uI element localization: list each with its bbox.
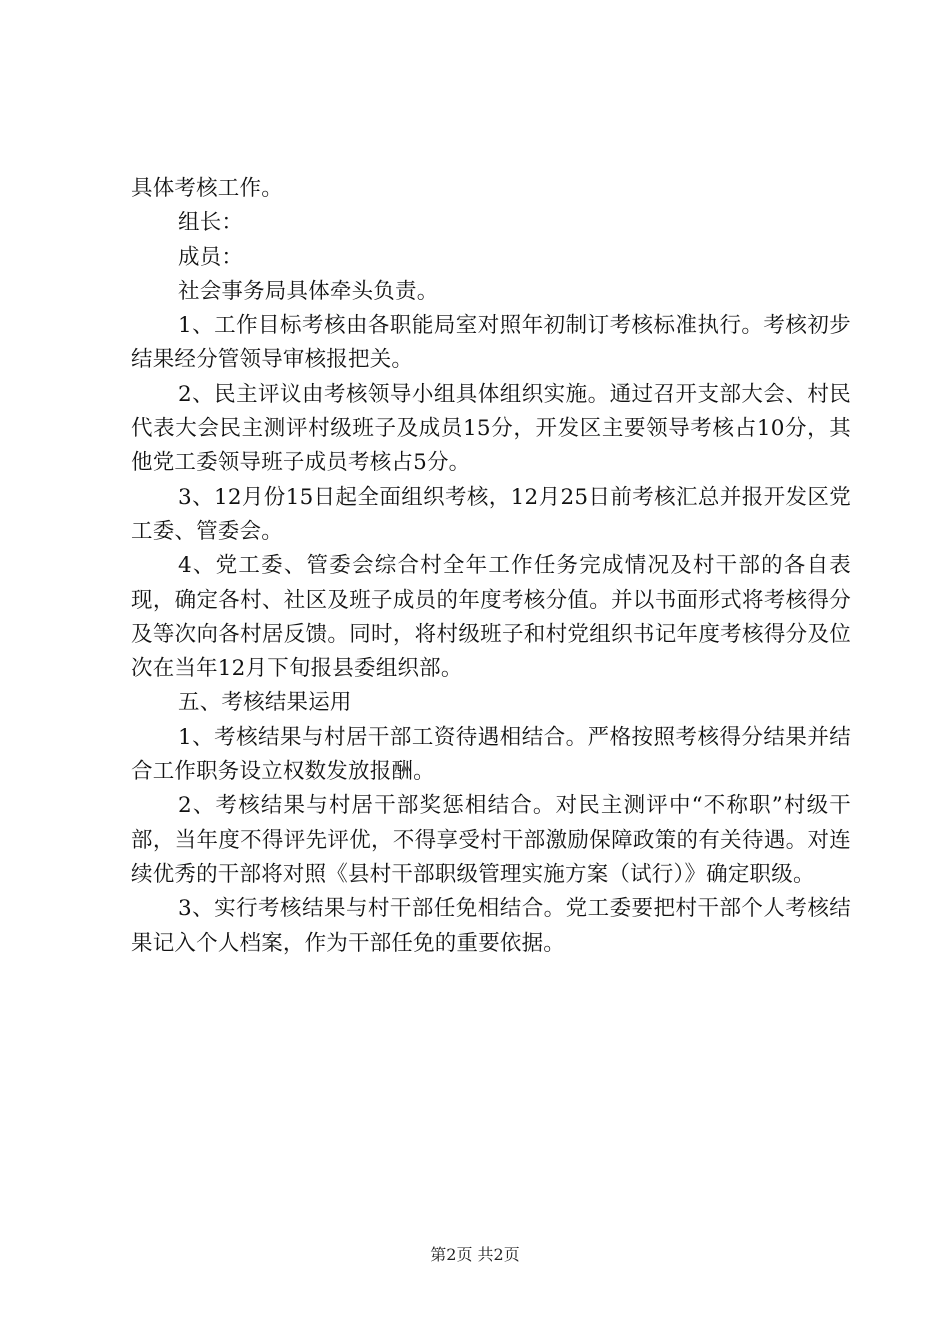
paragraph: 组长： bbox=[178, 210, 244, 236]
page-number-footer: 第2页 共2页 bbox=[430, 1245, 520, 1264]
paragraph: 2、考核结果与村居干部奖惩相结合。对民主测评中“不称职”村级干部，当年度不得评先评优，不得享受村干部激励保障政策的有关待遇。对连续优秀的干部将对照《县村干部职级管理实施方案（试行）》确定职级。 bbox=[131, 793, 851, 887]
paragraph: 3、实行考核结果与村干部任免相结合。党工委要把村干部个人考核结果记入个人档案，作为干部任免的重要依据。 bbox=[131, 896, 851, 956]
paragraph: 具体考核工作。 bbox=[131, 176, 283, 201]
paragraph: 成员： bbox=[178, 244, 244, 270]
document-body bbox=[131, 172, 851, 961]
paragraph: 1、工作目标考核由各职能局室对照年初制订考核标准执行。考核初步结果经分管领导审核报把关。 bbox=[131, 313, 851, 373]
section-heading: 五、考核结果运用 bbox=[178, 690, 352, 716]
paragraph: 1、考核结果与村居干部工资待遇相结合。严格按照考核得分结果并结合工作职务设立权数发放报酬。 bbox=[131, 724, 851, 785]
paragraph: 社会事务局具体牵头负责。 bbox=[178, 278, 439, 304]
paragraph: 3、12月份15日起全面组织考核，12月25日前考核汇总并报开发区党工委、管委会。 bbox=[131, 484, 851, 544]
paragraph: 2、民主评议由考核领导小组具体组织实施。通过召开支部大会、村民代表大会民主测评村级班子及成员15分，开发区主要领导考核占10分，其他党工委领导班子成员考核占5分。 bbox=[131, 381, 851, 476]
paragraph: 4、党工委、管委会综合村全年工作任务完成情况及村干部的各自表现，确定各村、社区及班子成员的年度考核分值。并以书面形式将考核得分及等次向各村居反馈。同时，将村级班子和村党组织书记年度考核得分及位次在当年12月下旬报县委组织部。 bbox=[131, 553, 851, 682]
